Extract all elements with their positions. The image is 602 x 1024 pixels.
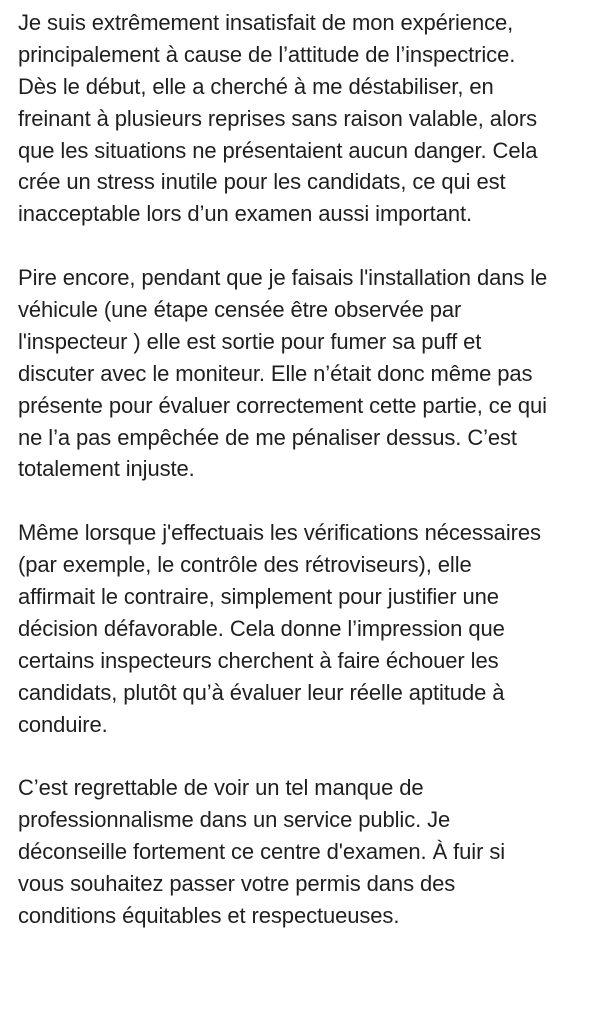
text-line: conduire. (18, 711, 108, 737)
text-line: que les situations ne présentaient aucun danger. Cela (18, 137, 538, 163)
review-paragraph-1 (18, 7, 602, 230)
text-line: conditions équitables et respectueuses. (18, 902, 400, 928)
text-line: l'inspecteur ) elle est sortie pour fumer sa puff et (18, 328, 482, 354)
text-line: totalement injuste. (18, 456, 195, 482)
review-paragraph-3 (18, 517, 602, 740)
text-line: professionnalisme dans un service public. Je (18, 807, 451, 833)
text-line: Je suis extrêmement insatisfait de mon expérience, (18, 10, 514, 35)
text-line: ne l’a pas empêchée de me pénaliser dessus. C’est (18, 424, 517, 450)
text-line: candidats, plutôt qu’à évaluer leur réelle aptitude à (18, 679, 505, 705)
text-line: affirmait le contraire, simplement pour justifier une (18, 584, 499, 610)
review-text (18, 7, 602, 932)
text-line: Dès le début, elle a cherché à me déstabiliser, en (18, 73, 494, 99)
text-line: principalement à cause de l’attitude de l’inspectrice. (18, 41, 516, 67)
review-paragraph-4 (18, 772, 602, 931)
text-line: Même lorsque j'effectuais les vérifications nécessaires (18, 520, 541, 546)
text-line: crée un stress inutile pour les candidats, ce qui est (18, 169, 506, 195)
text-line: inacceptable lors d’un examen aussi important. (18, 201, 472, 227)
text-line: freinant à plusieurs reprises sans raison valable, alors (18, 105, 537, 131)
review-paragraph-2 (18, 262, 602, 485)
text-line: déconseille fortement ce centre d'examen. À fuir si (18, 839, 506, 865)
text-line: décision défavorable. Cela donne l’impression que (18, 615, 505, 641)
text-line: certains inspecteurs cherchent à faire échouer les (18, 647, 499, 673)
text-line: discuter avec le moniteur. Elle n’était donc même pas (18, 360, 533, 386)
text-line: présente pour évaluer correctement cette partie, ce qui (18, 392, 547, 418)
text-line: C’est regrettable de voir un tel manque de (18, 775, 424, 801)
text-line: Pire encore, pendant que je faisais l'installation dans le (18, 265, 548, 291)
text-line: vous souhaitez passer votre permis dans des (18, 871, 456, 897)
text-line: (par exemple, le contrôle des rétroviseurs), elle (18, 552, 472, 578)
text-line: véhicule (une étape censée être observée par (18, 297, 462, 323)
